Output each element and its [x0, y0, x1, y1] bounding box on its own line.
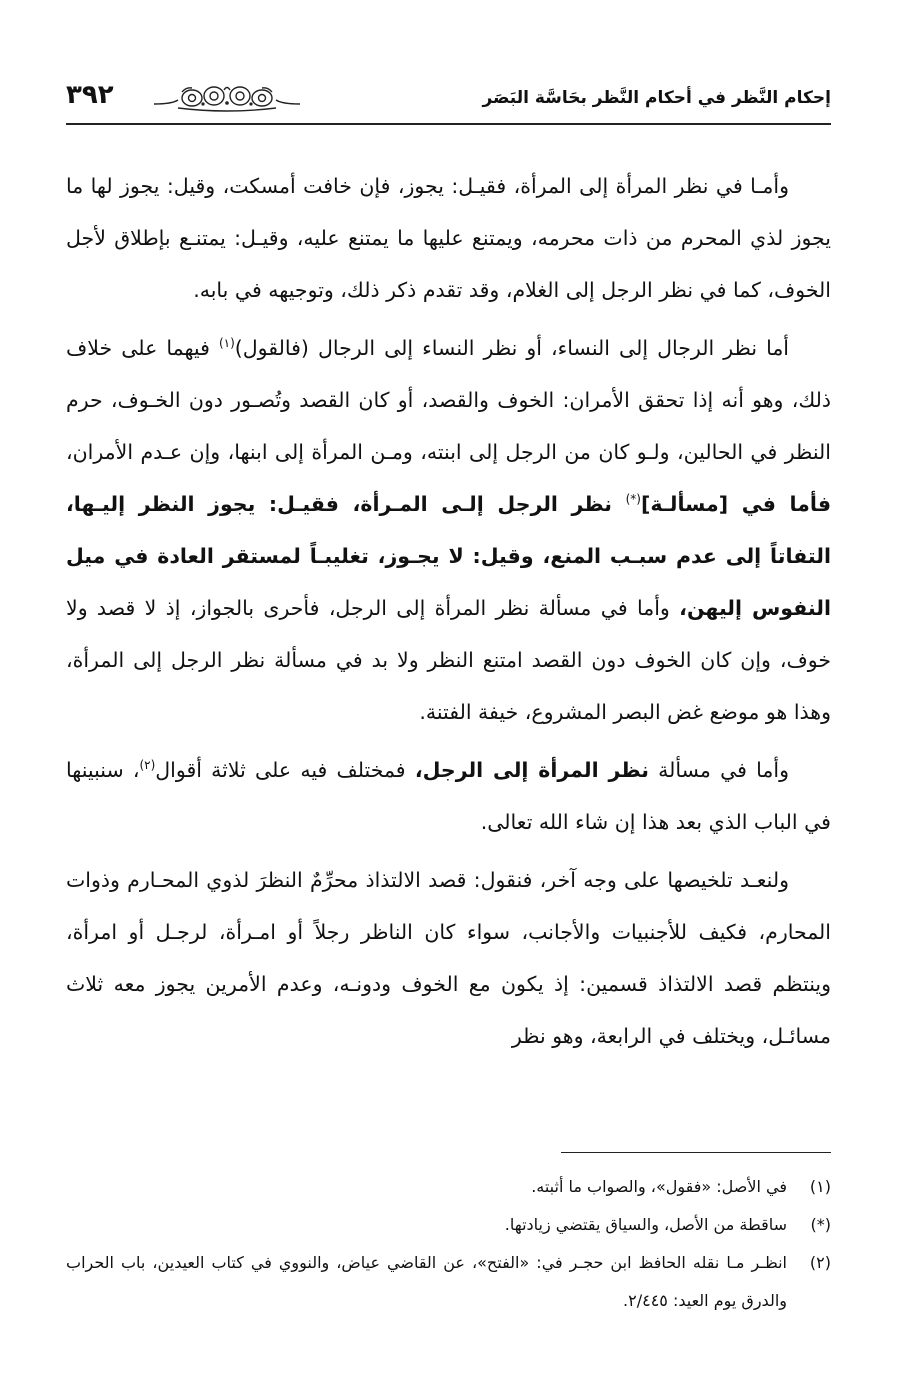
footnote-ref-star[interactable]: (*) [625, 492, 641, 507]
footnotes [66, 1168, 831, 1320]
running-title: إحكام النَّظر في أحكام النَّظر بحَاسَّة البَصَر [482, 88, 831, 108]
footnote-ref-1[interactable]: (١) [218, 336, 235, 351]
paragraph-1: وأمـا في نظر المرأة إلى المرأة، فقيـل: يجوز، فإن خافت أمسكت، وقيل: يجوز لها ما يجوز لذي المحرم من ذات محرمه، ويمتنع عليها ما يمتنع عليه، وقيـل: يمتنـع بإطلاق لأجل الخوف، كما في نظر الرجل إلى الغلام، وقد تقدم ذكر ذلك، وتوجيهه في بابه. [66, 174, 831, 302]
footnote-star [66, 1206, 831, 1244]
footnote-number: (*) [810, 1215, 831, 1234]
paragraph-2-part-b: فيهما على خلاف ذلك، وهو أنه إذا تحقق الأمران: الخوف والقصد، أو كان القصد وتُصـور دون الخـوف، حرم النظر في الحالين، ولـو كان من الرجل إلى ابنته، ومـن المرأة إلى ابنها، وإن عـدم الأمران، [66, 336, 831, 464]
footnote-separator [561, 1152, 831, 1153]
footnote-ref-2[interactable]: (٢) [139, 758, 156, 773]
paragraph-2-part-e: وأما في مسألة نظر المرأة إلى الرجل، فأحرى بالجواز، إذ لا قصد ولا خوف، وإن كان الخوف دون القصد امتنع النظر ولا بد في مسألة نظر الرجل إلى المرأة، وهذا هو موضع غض البصر المشروع، خيفة الفتنة. [66, 596, 831, 724]
footnote-number: (١) [809, 1177, 831, 1196]
footnote-number: (٢) [809, 1253, 831, 1272]
paragraph-3-part-d: ، سنبينها في الباب الذي بعد هذا إن شاء الله تعالى. [66, 758, 831, 834]
paragraph-2-bold-heading: فأما في [مسألـة] [640, 492, 831, 516]
paragraph-2-bold-text: نظر الرجل إلـى المـرأة، فقيـل: يجوز النظر إليـها، التفاتاً إلى عدم سبـب المنع، وقيل: لا يجـوز، تغليبـاً لمستقر العادة في ميل النفوس إليهن، [66, 492, 831, 620]
paragraph-2 [66, 322, 831, 738]
footnote-text: انظـر مـا نقله الحافظ ابن حجـر في: «الفتح»، عن القاضي عياض، والنووي في كتاب العيدين، باب الحراب والدرق يوم العيد: ٢/٤٤٥. [66, 1253, 787, 1310]
paragraph-4: ولنعـد تلخيصها على وجه آخر، فنقول: قصد الالتذاذ محرِّمٌ النظرَ لذوي المحـارم وذوات المحارم، فكيف للأجنبيات والأجانب، سواء كان الناظر رجلاً أو امـرأة، لرجـل أو امرأة، وينتظم قصد الالتذاذ قسمين: إذ يكون مع الخوف ودونـه، وعدم الأمرين يجوز معه ثلاث مسائـل، ويختلف في الرابعة، وهو نظر [66, 868, 831, 1048]
header-rule [66, 123, 831, 125]
paragraph-3-bold: نظر المرأة إلى الرجل، [414, 758, 649, 782]
footnote-text: ساقطة من الأصل، والسياق يقتضي زيادتها. [504, 1215, 787, 1234]
decorative-scroll-ornament-icon [152, 84, 302, 112]
footnote-text: في الأصل: «فقول»، والصواب ما أثبته. [531, 1177, 787, 1196]
main-text [66, 160, 831, 1062]
paragraph-3 [66, 744, 831, 848]
paragraph-3-part-a: وأما في مسألة [648, 758, 790, 782]
footnote-1 [66, 1168, 831, 1206]
running-header [66, 78, 831, 122]
page-number: ٣٩٢ [66, 80, 114, 110]
paragraph-3-part-c: فمختلف فيه على ثلاثة أقوال [155, 758, 415, 782]
paragraph-2-part-a: أما نظر الرجال إلى النساء، أو نظر النساء إلى الرجال (فالقول) [234, 336, 790, 360]
footnote-2 [66, 1244, 831, 1320]
